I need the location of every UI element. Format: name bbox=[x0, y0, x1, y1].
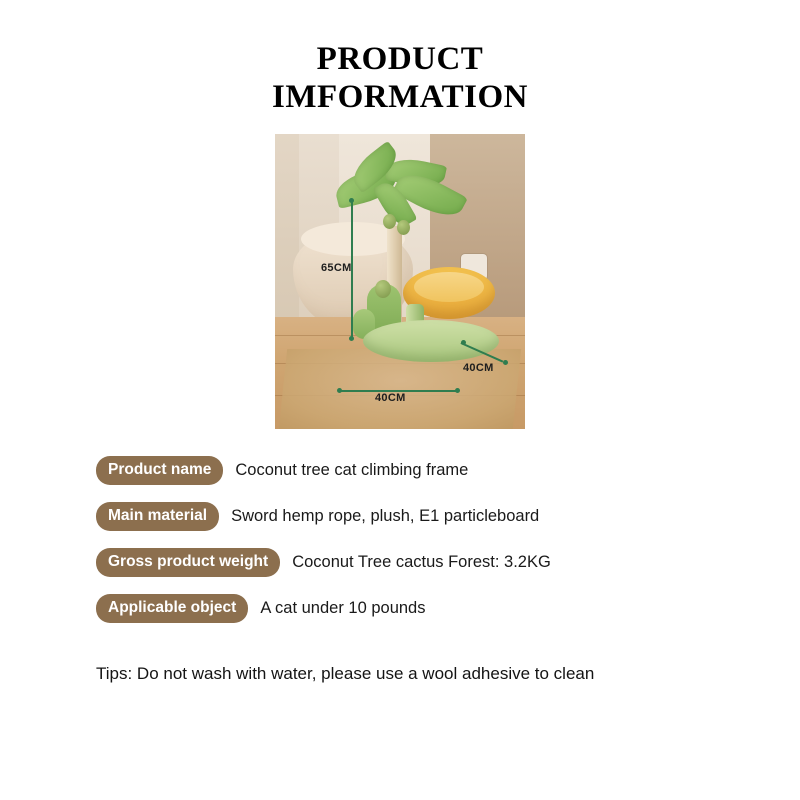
dimension-height-label: 65CM bbox=[321, 262, 352, 274]
spec-row bbox=[96, 585, 800, 631]
spec-label-pill: Main material bbox=[96, 502, 219, 531]
spec-label-pill: Applicable object bbox=[96, 594, 248, 623]
spec-row bbox=[96, 539, 800, 585]
spec-label-pill: Product name bbox=[96, 456, 223, 485]
spec-label-pill: Gross product weight bbox=[96, 548, 280, 577]
coconut bbox=[397, 220, 410, 235]
page-title bbox=[0, 0, 800, 116]
dim-dot bbox=[503, 360, 508, 365]
spec-value: Coconut Tree cactus Forest: 3.2KG bbox=[292, 552, 551, 571]
product-image bbox=[275, 134, 525, 429]
cat-tree-base bbox=[363, 320, 499, 362]
tips-text: Tips: Do not wash with water, please use a wool adhesive to clean bbox=[96, 664, 595, 683]
rug bbox=[279, 349, 521, 429]
room-scene bbox=[275, 134, 525, 429]
coconut bbox=[383, 214, 396, 229]
title-line-2: IMFORMATION bbox=[271, 79, 529, 115]
spec-row bbox=[96, 447, 800, 493]
spec-list bbox=[0, 447, 800, 631]
dimension-width-label: 40CM bbox=[375, 392, 406, 404]
spec-value: Coconut tree cat climbing frame bbox=[235, 460, 469, 479]
title-line-1: PRODUCT bbox=[316, 41, 484, 77]
spec-value: Sword hemp rope, plush, E1 particleboard bbox=[231, 506, 540, 525]
cat-bowl-bed-inner bbox=[414, 272, 484, 302]
coconut bbox=[375, 280, 391, 298]
spec-row bbox=[96, 493, 800, 539]
spec-value: A cat under 10 pounds bbox=[260, 598, 426, 617]
dimension-depth-label: 40CM bbox=[463, 362, 494, 374]
